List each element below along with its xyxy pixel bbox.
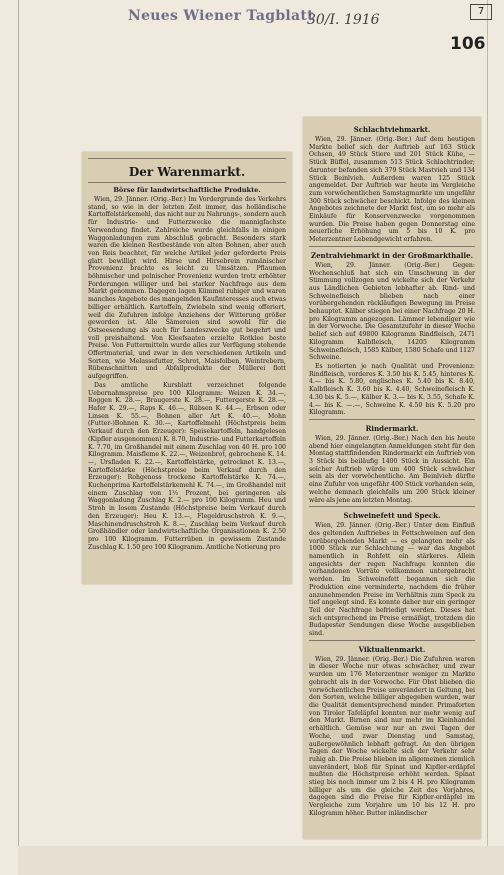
clipping-title: Der Warenmarkt.	[128, 165, 246, 179]
paragraph: Wien, 29. Jänner. (Orig.-Ber.) Die Zufuhren waren in dieser Woche nur etwas schwächer, und zwar wurden um 176 Meterzentner weniger zu Markte gebracht als in der Vorwoche. Für Obst blieben die vorwöchentlichen Preise unverändert in Geltung, bei den Sorten, welche billiger abgegeben wurden, war die Qualität dementsprechend minder. Primaforten von Tiroler Tafeläpfel konnten nur mehr wenig auf den Markt. Birnen sind nur mehr im Kleinhandel erhältlich. Gemüse war nur an zwei Tagen der Woche, und zwar Dienstag und Samstag, außergewöhnlich lebhaft gefragt. An den übrigen Tagen der Woche wickelte sich der Verkehr sehr ruhig ab. Die Preise blieben im allgemeinen ziemlich unverändert, bloß für Spinat und Kipfler-erdäpfel mußten die Höchstpreise erhöht werden. Spinat stieg bis noch immer um 2 bis 4 H. pro Kilogramm billiger als um die gleiche Zeit des Vorjahres, dagegen sind die Preise für Kipfler-erdäpfel im Vergleiche zum Vorjahre um 10 bis 12 H. pro Kilogramm höher. Butter inländischer	[309, 655, 475, 817]
section-rule	[309, 506, 475, 507]
title-rule	[88, 182, 286, 183]
section-rule	[309, 419, 475, 420]
paragraph: Wien, 29. Jänner. (Orig.-Ber.) Nach den bis heute abend hier eingelangten Anmeldungen steht für den Montag stattfindenden Rindermarkt ein Auftrieb von 3 Stück bis beiläufig 1400 Stück in Aussicht. Ein solcher Auftrieb würde um 400 Stück schwächer sein als der vorwöchentliche. Am Beinlvieh dürfte eine Zufuhr von ungefähr 400 Stück vorhanden sein, welche demnach gleichfalls um 200 Stück kleiner wäre als jene am letzten Montag.	[309, 434, 475, 504]
section-title: Viktualienmarkt.	[358, 644, 426, 654]
section-rule	[309, 246, 475, 247]
left-clipping	[82, 152, 292, 584]
paragraph: Es notierten je nach Qualität und Provenienz: Rindfleisch, vorderes K. 3.50 bis K. 5.45, hinteres K. 4.— bis K. 5.80, englisches K. 5.40 bis K. 8.40, Kalbfleisch K. 3.60 bis K. 4.40, Schweinefleisch K. 4.30 bis K. 5.—, Kälber K. 3.— bis K. 3.55, Schafe K. 4.— bis K. —.—, Schweine K. 4.50 bis K. 5.20 pro Kilogramm.	[309, 362, 475, 417]
paragraph: Das amtliche Kursblatt verzeichnet folgende Uebernahmspreise pro 100 Kilogramm: Weizen K. 34.—, Roggen K. 28.—, Braugerste K. 28.—, Futtergerste K. 28.—, Hafer K. 29.—, Raps K. 46.—, Rübsen K. 44.—, Erbsen oder Linsen K. 55.—, Bohnen aller Art K. 40.—, Mohn (Futter-)Bohnen K. 30.—, Kartoffelmehl (Höchstpreis beim Verkauf durch den Erzeuger): Speisekartoffeln, handgelesen (Kipfler ausgenommen) K. 8.70, Industrie- und Futterkartoffeln K. 7.70, im Großhandel mit einem Zuschlag von 40 H. pro 100 Kilogramm. Maisfleme K. 22.—, Weizenbrot, gebrochene K. 14.—, Ursfladen K. 22.—, Kartoffelstärke, getrocknet K. 13.—, Kartoffelstärke (Höchstpreise beim Verkauf durch den Erzeuger): Rohgenoss trockene Kartoffelstärke K. 74.—, Kuchenprima Kartoffelstärkemehl K. 74.—, im Großhandel mit einem Zuschlag von 1½ Prozent, bei geringeren als Waggonladung Zuschlag K. 2.— pro 100 Kilogramm. Heu und Stroh in losem Zustande (Höchstpreise beim Verkauf durch den Erzeuger): Heu K. 13.—, Flegeldruschstroh K. 9.—, Maschinendruschstroh K. 8.—, Zuschlag beim Verkauf durch Großhändler oder landwirtschaftliche Organisationen K. 2.50 pro 100 Kilogramm. Futterrüben in gewissem Zustande Zuschlag K. 1.50 pro 100 Kilogramm. Amtliche Notierung pro	[88, 381, 286, 551]
paragraph: Wien, 29. Jänner. (Orig.-Ber.) Im Vordergrunde des Verkehrs stand, so wie in der letzten Zeit immer, das holländische Kartoffelstärkemehl, das nicht nur zu Nahrungs-, sondern auch für Industrie- und Futterzwecke die mannigfachste Verwendung findet. Zahlreiche wurde gleichfalls in einigen Waggonladungen zum Abschluß gebracht. Besonders stark waren die kleinen Restbestände von alten Bohnen, aber auch von Reis beachtet, für welche Artikel jeder geforderte Preis glatt bewilligt wird. Hirse und Hirsebrein rumänischer Provenienz brachte es leicht zu Umsätzen. Pflaumen böhmischer und polnischer Provenienz wurden trotz erhöhter Forderungen williger und bei starker Nachfrage aus dem Markt genommen. Dagegen lagen Kümmel ruhiger und waren manches Angebote des mangelnden Kaufinteresses auch etwas billiger erhältlich. Kartoffeln, Zwiebeln sind wenig offeriert, weil die Zufuhren infolge Anziehens der Witterung größer geworden ist. Alle Sämereien sind sowohl für die Ostseesendung als auch für Landeszwecke gut begehrt und voll preishaltend. Von Kleefsaaten erzielte Rotklee beste Preise. Von Futtermitteln wurde alles zur Verfügung stehende Offertmaterial, und zwar in den verschiedenen Artikeln und Sorten, wie Melassefutter, Schrot, Maisfolben, Weintrebern, Rübenschnitten und Abfallprodukte der Müllerei flott aufgegriffen.	[88, 196, 286, 381]
paragraph: Wien, 29. Jänner. (Orig.-Ber.) Unter dem Einfluß des geltenden Auftriebes in Fettschweinen auf den vorübergehenden Markt — es gelangten mehr als 1000 Stück zur Schlachtung — war das Angebot namentlich in Rohfett ein stärkeres. Allein angesichts der regen Nachfrage konnten die vorhandenen Vorräte vollkommen untergebracht werden. Im Schweinefett begannen sich die Produktion eine verminderte, nachdem die früher anzunehmenden Preise im Verhältnis zum Speck zu tief angelegt sind. Es konnte daher nur ein geringer Teil der Nachfrage befriedigt werden. Dieses hat sich entsprechend im Preise ermäßigt, trotzdem die Budapester Sendungen diese Woche ausgeblieben sind.	[309, 522, 475, 638]
paragraph: Wien, 29. Jänner. (Orig.-Ber.) Auf dem heutigen Markte belief sich der Auftrieb auf 163 Stück Ochsen, 49 Stück Stiere und 201 Stück Kühe, — Stück Büffel, zusammen 513 Stück Schlachtrinder; darunter befanden sich 379 Stück Mastvieh und 134 Stück Beinlvieh. Außerdem waren 125 Stück angemeldet. Der Auftrieb war heute im Vergleiche zum vorwöchentlichen Samstagmarkte um ungefähr 300 Stück schwächer beschickt. Infolge des kleinen Angebotes zeichnete der Markt fest, um so mehr als Einkäufe für Konservenzwecke vorgenommen wurden. Die Preise haben gegen Donnerstag eine neuerliche Erhöhung um 5 bis 10 K. pro Meterzentner Lebendgewicht erfahren.	[309, 136, 475, 244]
top-rule	[88, 158, 286, 159]
clipping-subtitle: Börse für landwirtschaftliche Produkte.	[113, 186, 261, 194]
corner-mark: 7	[470, 4, 492, 20]
right-clipping	[303, 117, 481, 839]
margin-line	[487, 0, 488, 875]
section-title: Zentralviehmarkt in der Großmarkthalle.	[310, 250, 474, 260]
section-rule	[309, 640, 475, 641]
page-number: 106	[450, 34, 486, 54]
sheet-bottom-edge	[18, 846, 504, 875]
fold-line	[18, 0, 19, 875]
section-title: Schlachtviehmarkt.	[353, 125, 431, 134]
section-title: Rindermarkt.	[365, 423, 419, 433]
handwritten-date: 30/I. 1916	[307, 12, 380, 28]
newspaper-name: Neues Wiener Tagblatt	[128, 8, 314, 24]
paragraph: Wien, 29. Jänner. (Orig.-Ber.) Gegen: Wochenschluß hat sich ein Umschwung in der Stimmung vollzogen und wickelte sich der Verkehr aus Ländlichen Gebieten lebhafter ab. Rind- und Schweinefleisch blieben nach einer vorübergehenden rückläufigen Bewegung im Preise behauptet. Kälber stiegen bei einer Nachfrage 20 H. pro Kilogramm angezogen. Lämmer lebendiger wie in der Vorwoche. Die Gesamtzufuhr in dieser Woche belief sich auf 49800 Kilogramm Rindfleisch, 2471 Kilogramm Kalbfleisch, 14205 Kilogramm Schweinefleisch, 1585 Kälber, 1580 Schafe und 1127 Schweine.	[309, 261, 475, 362]
section-title: Schweinefett und Speck.	[343, 511, 441, 521]
